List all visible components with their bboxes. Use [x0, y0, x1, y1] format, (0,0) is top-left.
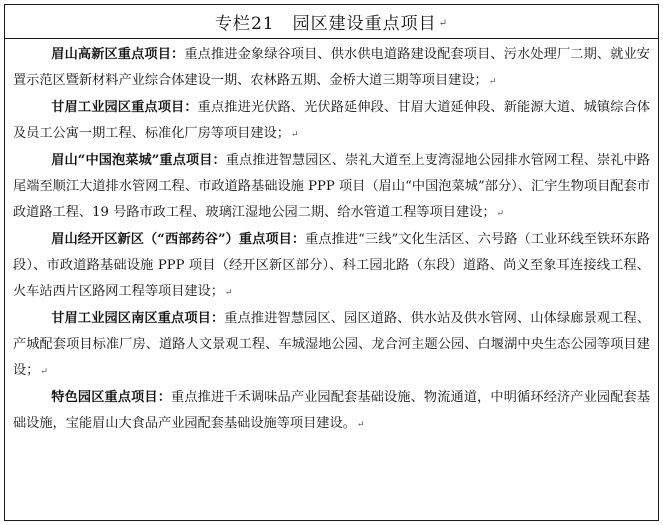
paragraph-heading: 甘眉工业园区南区重点项目：	[51, 311, 225, 326]
paragraph-jingkai	[13, 227, 650, 306]
paragraph-mark-icon: ↵	[40, 367, 48, 377]
paragraph-ganmei-south	[13, 306, 650, 385]
paragraph-mark-icon: ↵	[290, 130, 299, 140]
box-title-row	[5, 5, 658, 39]
paragraph-heading: 眉山经开区新区（“西部药谷”）重点项目：	[51, 232, 306, 247]
paragraph-ganmei	[13, 95, 650, 148]
project-box	[4, 4, 659, 521]
paragraph-text: 重点推进金象绿谷项目、供水供电道路建设配套项目、污水处理厂二期、就业安置示范区暨新材料产业综合体建设一期、农林路五期、金桥大道三期等项目建设；	[13, 47, 650, 88]
paragraph-tese	[13, 385, 650, 438]
paragraph-mark-icon: ↵	[225, 288, 233, 298]
paragraph-heading: 眉山高新区重点项目：	[51, 47, 185, 62]
paragraph-mark-icon: ↵	[496, 209, 505, 219]
paragraph-gaoxin	[13, 42, 650, 95]
paragraph-heading: 甘眉工业园区重点项目：	[51, 100, 198, 115]
paragraph-text: 重点推进智慧园区、园区道路、供水站及供水管网、山体绿廊景观工程、产城配套项目标准厂房、道路人文景观工程、车城湿地公园、龙合河主题公园、白堰湖中央生态公园等项目建设；	[13, 311, 651, 378]
paragraph-mark-icon: ↵	[356, 420, 365, 430]
paragraph-paocai	[13, 148, 650, 227]
paragraph-mark-icon: ↵	[438, 18, 449, 29]
box-body	[5, 39, 658, 438]
paragraph-text: 重点推进千禾调味品产业园配套基础设施、物流通道，中明循环经济产业园配套基础设施，宝能眉山大食品产业园配套基础设施等项目建设。	[13, 390, 651, 431]
paragraph-mark-icon: ↵	[488, 77, 497, 87]
paragraph-text: 重点推进智慧园区、崇礼大道至上叓湾湿地公园排水管网工程、崇礼中路尾端至顺江大道排水管网工程、市政道路基础设施 PPP 项目（眉山“中国泡菜城”部分）、汇宇生物项目配套市政道路工程、19 号路市政工程、玻璃江湿地公园二期、给水管道工程等项目建设；	[13, 153, 650, 220]
paragraph-heading: 眉山“中国泡菜城”重点项目：	[51, 153, 226, 168]
box-title: 专栏21 园区建设重点项目	[214, 14, 437, 34]
paragraph-heading: 特色园区重点项目：	[51, 390, 172, 405]
paragraph-text: 重点推进“三线”文化生活区、六号路（工业环线至铁环东路段）、市政道路基础设施 PPP 项目（经开区新区部分）、科工园北路（东段）道路、尚义至象耳连接线工程、火车站西片区路网工程等项目建设；	[13, 232, 650, 299]
paragraph-text: 重点推进光伏路、光伏路延伸段、甘眉大道延伸段、新能源大道、城镇综合体及员工公寓一期工程、标准化厂房等项目建设；	[13, 100, 651, 141]
